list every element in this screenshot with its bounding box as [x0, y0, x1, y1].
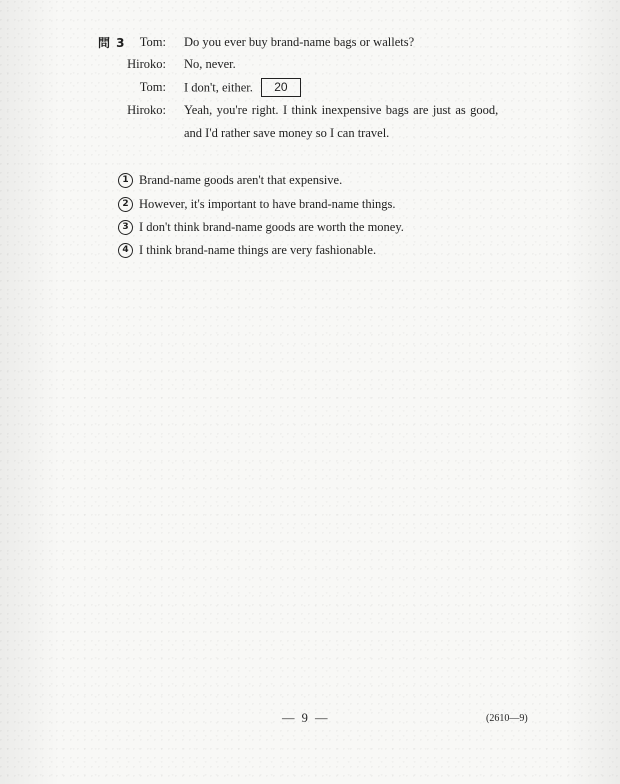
speaker-label: Hiroko: — [127, 103, 166, 117]
question-number: 問 3 — [98, 36, 126, 50]
answer-option-4[interactable] — [118, 242, 376, 259]
scan-shading-left — [0, 0, 60, 784]
utterance-text: and I'd rather save money so I can travel. — [184, 126, 390, 140]
circled-number-1-icon: 1 — [118, 173, 133, 188]
answer-option-1[interactable] — [118, 172, 342, 189]
utterance-text: Yeah, you're right. I think inexpensive bags are just as good, — [184, 103, 499, 117]
utterance-text: Do you ever buy brand-name bags or wallets? — [184, 35, 415, 49]
circled-number-2-icon: 2 — [118, 197, 133, 212]
option-text: I think brand-name things are very fashionable. — [139, 243, 377, 257]
answer-blank-box: 20 — [261, 78, 301, 97]
scan-shading-right — [565, 0, 620, 784]
page-number: — 9 — — [282, 711, 330, 725]
utterance-text: No, never. — [184, 57, 236, 71]
option-text: I don't think brand-name goods are worth the money. — [139, 220, 404, 234]
speaker-label: Tom: — [139, 35, 166, 49]
speaker-label: Tom: — [139, 80, 166, 94]
speaker-label: Hiroko: — [127, 57, 166, 71]
answer-option-3[interactable] — [118, 219, 404, 236]
utterance-with-blank — [184, 79, 301, 98]
utterance-text: I don't, either. — [184, 80, 253, 95]
answer-option-2[interactable] — [118, 196, 396, 213]
page-code: (2610—9) — [486, 713, 528, 724]
circled-number-3-icon: 3 — [118, 220, 133, 235]
option-text: Brand-name goods aren't that expensive. — [139, 173, 343, 187]
option-text: However, it's important to have brand-name things. — [139, 197, 396, 211]
circled-number-4-icon: 4 — [118, 243, 133, 258]
